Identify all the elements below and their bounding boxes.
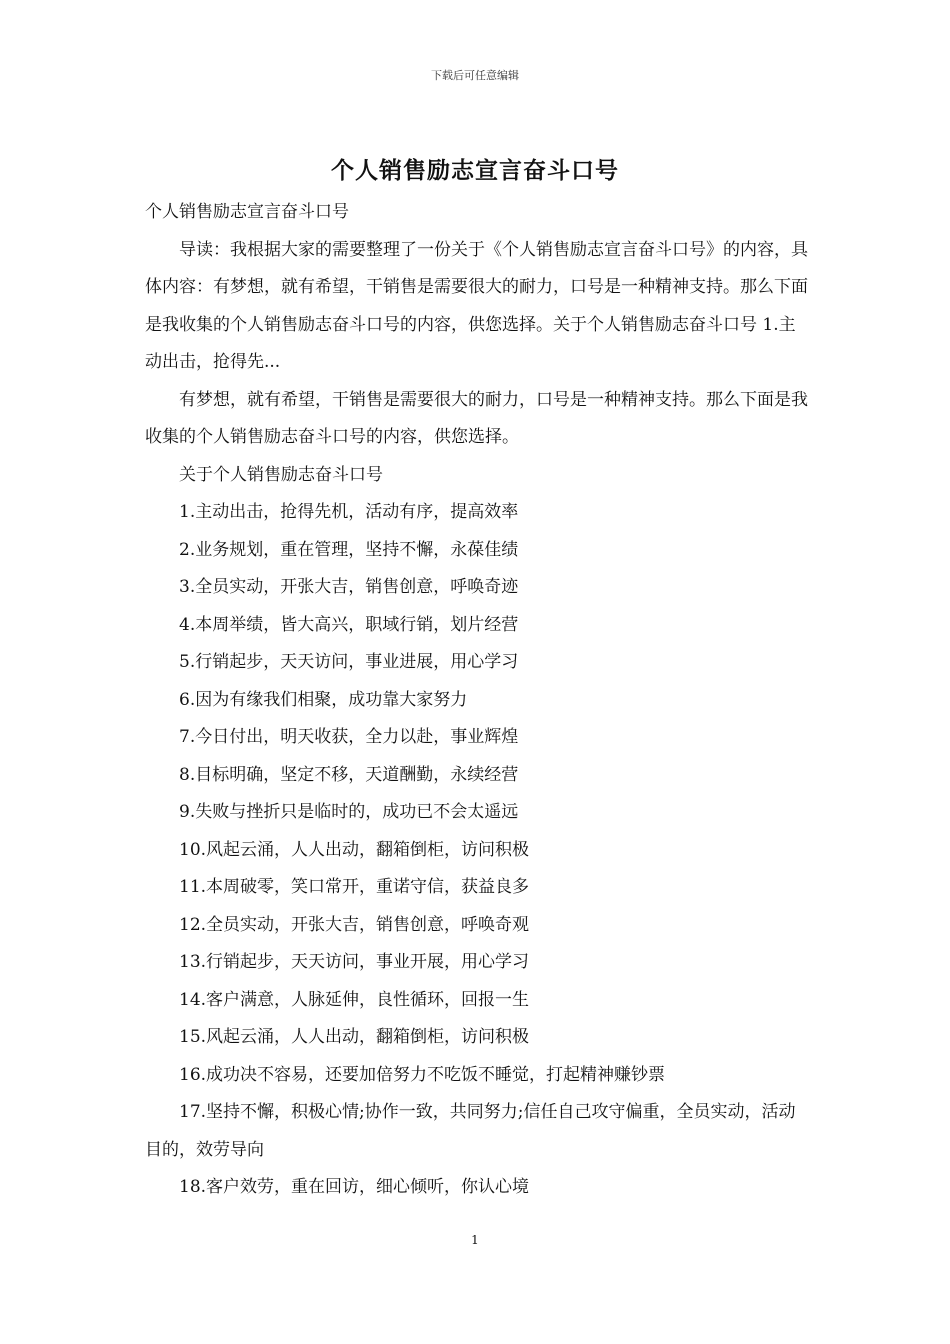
paragraph: 18.客户效劳，重在回访，细心倾听，你认心境 <box>179 1177 530 1197</box>
paragraph: 10.风起云涌，人人出动，翻箱倒柜，访问积极 <box>179 839 530 860</box>
paragraph: 17.坚持不懈，积极心情;协作一致，共同努力;信任自己攻守偏重，全员实动，活动目的，效劳导向 <box>145 1102 796 1160</box>
paragraph: 14.客户满意，人脉延伸，良性循环，回报一生 <box>179 989 530 1010</box>
document-title: 个人销售励志宣言奋斗口号 <box>331 157 619 184</box>
paragraph: 6.因为有缘我们相聚，成功靠大家努力 <box>179 689 468 710</box>
document-body <box>145 194 810 1207</box>
paragraph: 12.全员实动，开张大吉，销售创意，呼唤奇观 <box>179 914 530 935</box>
paragraph: 有梦想，就有希望，干销售是需要很大的耐力，口号是一种精神支持。那么下面是我收集的个人销售励志奋斗口号的内容，供您选择。 <box>145 389 808 447</box>
paragraph: 1.主动出击，抢得先机，活动有序，提高效率 <box>179 502 519 522</box>
paragraph: 导读：我根据大家的需要整理了一份关于《个人销售励志宣言奋斗口号》的内容，具体内容：有梦想，就有希望，干销售是需要很大的耐力，口号是一种精神支持。那么下面是我收集的个人销售励志奋斗口号的内容，供您选择。关于个人销售励志奋斗口号 1.主动出击，抢得先... <box>145 239 808 372</box>
paragraph: 个人销售励志宣言奋斗口号 <box>145 202 349 222</box>
paragraph: 16.成功决不容易，还要加倍努力不吃饭不睡觉，打起精神赚钞票 <box>179 1064 666 1085</box>
page-header: 下载后可任意编辑 <box>431 69 519 82</box>
paragraph: 关于个人销售励志奋斗口号 <box>179 464 383 485</box>
paragraph: 3.全员实动，开张大吉，销售创意，呼唤奇迹 <box>179 577 519 597</box>
paragraph: 8.目标明确，坚定不移，天道酬勤，永续经营 <box>179 764 519 785</box>
paragraph: 13.行销起步，天天访问，事业开展，用心学习 <box>179 952 530 972</box>
paragraph: 5.行销起步，天天访问，事业进展，用心学习 <box>179 652 519 672</box>
paragraph: 9.失败与挫折只是临时的，成功已不会太遥远 <box>179 802 519 822</box>
paragraph: 11.本周破零，笑口常开，重诺守信，获益良多 <box>179 877 530 897</box>
paragraph: 4.本周举绩，皆大高兴，职域行销，划片经营 <box>179 614 519 635</box>
page-number: 1 <box>471 1233 479 1247</box>
paragraph: 2.业务规划，重在管理，坚持不懈，永葆佳绩 <box>179 539 519 560</box>
paragraph: 7.今日付出，明天收获，全力以赴，事业辉煌 <box>179 727 519 747</box>
paragraph: 15.风起云涌，人人出动，翻箱倒柜，访问积极 <box>179 1027 530 1047</box>
